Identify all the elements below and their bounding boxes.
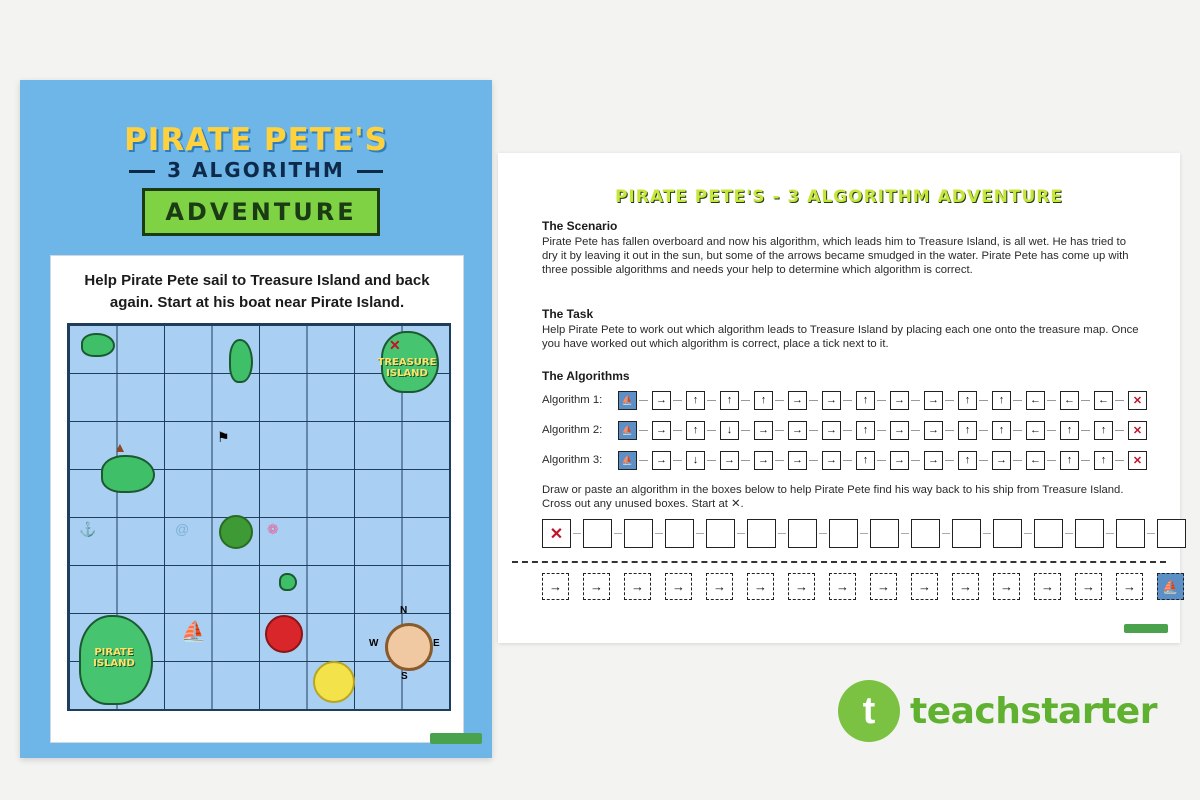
green-button-counter [219, 515, 253, 549]
arrow-step: → [890, 421, 909, 440]
arrow-cutout: → [829, 573, 856, 600]
arrow-step: ← [1026, 421, 1045, 440]
arrow-cutout: → [993, 573, 1020, 600]
treasure-x-icon: ✕ [389, 337, 401, 353]
map-card [50, 255, 464, 743]
arrow-step: → [788, 451, 807, 470]
arrow-cutout: → [1034, 573, 1061, 600]
map-poster [20, 80, 492, 758]
arrow-step: ← [1026, 391, 1045, 410]
arrow-step: ↑ [856, 451, 875, 470]
ship-icon: ⛵ [618, 391, 637, 410]
arrow-step: → [924, 451, 943, 470]
arrow-step: → [822, 391, 841, 410]
ship-icon: ⛵ [618, 421, 637, 440]
algorithm-label: Algorithm 3: [542, 454, 603, 466]
draw-instructions: Draw or paste an algorithm in the boxes below to help Pirate Pete find his way back to his ship from Treasure Island. Cross out any unused boxes. Start at ✕. [542, 484, 1124, 510]
island-icon [229, 339, 253, 383]
arrow-cutout: → [706, 573, 733, 600]
task-text: Help Pirate Pete to work out which algorithm leads to Treasure Island by placing each one onto the treasure map. Once you have worked out which algorithm is correct, place a tick next to it. [542, 324, 1139, 350]
treasure-map-grid [67, 323, 451, 711]
arrow-step: ↑ [1094, 421, 1113, 440]
arrow-step: → [924, 421, 943, 440]
poster-banner: ADVENTURE [142, 188, 380, 236]
whirlpool-icon: @ [175, 521, 190, 537]
answer-box[interactable] [706, 519, 735, 548]
anchor-icon: ⚓ [79, 521, 97, 537]
worksheet [498, 153, 1180, 643]
yellow-button-counter [313, 661, 355, 703]
arrow-step: → [652, 391, 671, 410]
arrow-step: → [788, 421, 807, 440]
arrow-step: → [822, 421, 841, 440]
arrow-step: ↑ [686, 421, 705, 440]
poster-title: PIRATE PETE'S [124, 122, 388, 158]
compass-east: E [433, 638, 440, 649]
answer-box[interactable] [624, 519, 653, 548]
arrow-step: ↑ [958, 451, 977, 470]
red-button-counter [265, 615, 303, 653]
arrow-step: ↑ [856, 421, 875, 440]
answer-box[interactable] [1075, 519, 1104, 548]
arrow-cutout: → [952, 573, 979, 600]
arrow-step: → [890, 451, 909, 470]
arrow-step: ← [1026, 451, 1045, 470]
algorithm-row [542, 449, 1162, 471]
answer-box[interactable] [1116, 519, 1145, 548]
arrow-step: ↑ [1094, 451, 1113, 470]
arrow-step: → [754, 451, 773, 470]
compass-west: W [369, 638, 379, 649]
arrow-step: ↑ [992, 391, 1011, 410]
arrow-cutout: → [1116, 573, 1143, 600]
arrow-cutout: → [747, 573, 774, 600]
ship-icon: ⛵ [618, 451, 637, 470]
arrow-step: ↓ [686, 451, 705, 470]
octopus-icon: ❁ [267, 521, 279, 537]
compass-north: N [400, 605, 408, 616]
scenario-heading: The Scenario [542, 219, 618, 233]
arrow-step: ↑ [856, 391, 875, 410]
volcano-island-icon [101, 455, 155, 493]
poster-subtitle: 3 ALGORITHM [20, 158, 492, 182]
arrow-step: → [890, 391, 909, 410]
cross-icon: ✕ [1128, 391, 1147, 410]
arrow-step: ↑ [992, 421, 1011, 440]
pirate-ship-icon: ⛵ [181, 621, 206, 643]
answer-box-start[interactable]: ✕ [542, 519, 571, 548]
task-heading: The Task [542, 307, 594, 321]
arrow-step: → [924, 391, 943, 410]
arrow-cutout: → [911, 573, 938, 600]
ship-cutout: ⛵ [1157, 573, 1184, 600]
answer-box[interactable] [952, 519, 981, 548]
island-icon [279, 573, 297, 591]
arrow-step: → [992, 451, 1011, 470]
arrow-cutout: → [1075, 573, 1102, 600]
arrow-step: ← [1094, 391, 1113, 410]
scenario-text: Pirate Pete has fallen overboard and now his algorithm, which leads him to Treasure Island, is all wet. He has tried to dry it by leaving it out in the sun, but some of the arrows became smudged in the water. Pirate Pete has come up with three possible algorithms and needs your help to determine which algorithm is correct. [542, 236, 1129, 276]
volcano-icon: ▲ [113, 439, 127, 455]
arrow-step: → [720, 451, 739, 470]
teachstarter-wordmark: teachstarter [910, 690, 1157, 732]
teachstarter-logo [838, 680, 1157, 742]
answer-box[interactable] [1034, 519, 1063, 548]
island-icon [81, 333, 115, 357]
arrow-step: ↑ [1060, 421, 1079, 440]
ships-wheel-compass [385, 623, 433, 671]
cross-icon: ✕ [1128, 451, 1147, 470]
map-instructions: Help Pirate Pete sail to Treasure Island and back again. Start at his boat near Pirate Island. [84, 272, 430, 311]
treasure-island-label: TREASURE ISLAND [377, 357, 437, 379]
arrow-step: ↑ [720, 391, 739, 410]
algorithm-label: Algorithm 2: [542, 424, 603, 436]
arrow-cutout: → [788, 573, 815, 600]
arrow-step: → [788, 391, 807, 410]
answer-box[interactable] [911, 519, 940, 548]
arrow-step: ↑ [1060, 451, 1079, 470]
pirate-flag-icon: ⚑ [217, 429, 230, 445]
arrow-step: → [652, 451, 671, 470]
algorithm-label: Algorithm 1: [542, 394, 603, 406]
algorithm-row [542, 389, 1162, 411]
arrow-cutout: → [665, 573, 692, 600]
answer-box[interactable] [870, 519, 899, 548]
brand-tag [430, 733, 482, 744]
arrow-step: ↑ [754, 391, 773, 410]
arrow-cutout: → [583, 573, 610, 600]
arrow-step: ↓ [720, 421, 739, 440]
algorithm-row [542, 419, 1162, 441]
teachstarter-icon: t [838, 680, 900, 742]
cross-icon: ✕ [1128, 421, 1147, 440]
answer-box[interactable] [1157, 519, 1186, 548]
arrow-step: → [754, 421, 773, 440]
worksheet-title: PIRATE PETE'S - 3 ALGORITHM ADVENTURE [614, 187, 1064, 207]
arrow-step: ← [1060, 391, 1079, 410]
arrow-step: ↑ [958, 421, 977, 440]
arrow-cutout: → [624, 573, 651, 600]
answer-box[interactable] [747, 519, 776, 548]
answer-box[interactable] [829, 519, 858, 548]
answer-box[interactable] [993, 519, 1022, 548]
arrow-cutout: → [542, 573, 569, 600]
brand-tag [1124, 624, 1168, 633]
arrow-step: → [822, 451, 841, 470]
arrow-step: ↑ [686, 391, 705, 410]
pirate-island-label: PIRATE ISLAND [93, 647, 135, 669]
arrow-step: ↑ [958, 391, 977, 410]
compass-south: S [401, 671, 408, 682]
cut-line [512, 561, 1166, 563]
cut-out-arrows [542, 573, 1198, 600]
algorithms-heading: The Algorithms [542, 369, 630, 383]
answer-box[interactable] [788, 519, 817, 548]
answer-box[interactable] [665, 519, 694, 548]
arrow-step: → [652, 421, 671, 440]
answer-boxes [542, 519, 1198, 548]
answer-box[interactable] [583, 519, 612, 548]
arrow-cutout: → [870, 573, 897, 600]
